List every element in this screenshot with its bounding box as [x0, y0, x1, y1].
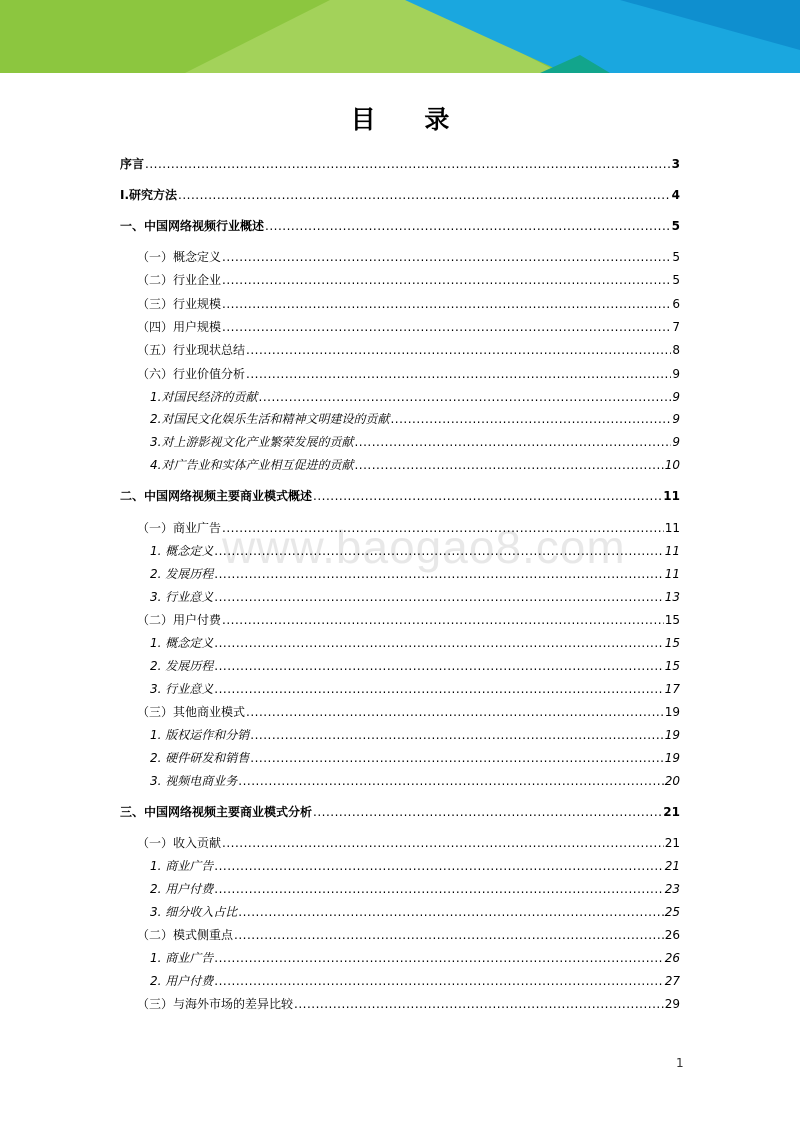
- toc-entry-label: 序言: [120, 157, 145, 171]
- toc-entry[interactable]: [120, 488, 680, 504]
- toc-entry-label: 3. 行业意义: [150, 682, 214, 696]
- toc-entry-page: 4: [671, 188, 680, 202]
- toc-entry[interactable]: [150, 434, 680, 450]
- toc-entry[interactable]: [150, 389, 680, 405]
- toc-entry[interactable]: [120, 804, 680, 820]
- toc-dot-leader: [354, 434, 671, 450]
- toc-dot-leader: [178, 187, 671, 203]
- toc-entry-label: 3. 细分收入占比: [150, 905, 238, 919]
- toc-entry[interactable]: [150, 858, 680, 874]
- toc-entry-label: （二）用户付费: [137, 613, 222, 627]
- watermark: www.baogao8.com: [222, 521, 626, 573]
- toc-entry-label: 3. 行业意义: [150, 590, 214, 604]
- toc-entry[interactable]: [137, 520, 680, 536]
- toc-entry[interactable]: [150, 635, 680, 651]
- toc-entry-label: 二、中国网络视频主要商业模式概述: [120, 489, 313, 503]
- toc-entry-label: 2. 用户付费: [150, 974, 214, 988]
- toc-entry[interactable]: [150, 750, 680, 766]
- toc-entry[interactable]: [150, 411, 680, 427]
- toc-entry-page: 9: [672, 412, 680, 426]
- toc-dot-leader: [214, 566, 663, 582]
- toc-dot-leader: [246, 704, 664, 720]
- toc-entry-page: 15: [664, 659, 680, 673]
- toc-entry-page: 17: [664, 682, 680, 696]
- toc-entry[interactable]: [150, 973, 680, 989]
- toc-entry-label: 三、中国网络视频主要商业模式分析: [120, 805, 313, 819]
- toc-dot-leader: [214, 881, 663, 897]
- toc-dot-leader: [222, 296, 671, 312]
- toc-dot-leader: [234, 927, 664, 943]
- toc-entry-label: （六）行业价值分析: [137, 367, 246, 381]
- toc-dot-leader: [313, 488, 662, 504]
- toc-entry-label: （一）概念定义: [137, 250, 222, 264]
- toc-entry-label: （四）用户规模: [137, 320, 222, 334]
- toc-entry-page: 5: [671, 219, 680, 233]
- toc-dot-leader: [222, 520, 664, 536]
- toc-entry-label: 2. 硬件研发和销售: [150, 751, 250, 765]
- toc-entry-label: 对上游影视文化产业繁荣发展的贡献: [161, 435, 354, 449]
- toc-entry[interactable]: [150, 681, 680, 697]
- toc-dot-leader: [250, 727, 663, 743]
- toc-entry[interactable]: [137, 996, 680, 1012]
- toc-entry-label: 3. 视频电商业务: [150, 774, 238, 788]
- toc-entry-page: 13: [664, 590, 680, 604]
- toc-entry-page: 25: [664, 905, 680, 919]
- toc-dot-leader: [214, 858, 663, 874]
- page-number: 1: [676, 1056, 684, 1070]
- toc-entry-label: 2. 发展历程: [150, 659, 214, 673]
- toc-dot-leader: [222, 249, 671, 265]
- toc-entry[interactable]: [150, 950, 680, 966]
- toc-entry[interactable]: [137, 272, 680, 288]
- toc-dot-leader: [214, 973, 663, 989]
- toc-entry-page: 15: [664, 613, 680, 627]
- toc-entry-label: （三）其他商业模式: [137, 705, 246, 719]
- toc-entry-label: 对广告业和实体产业相互促进的贡献: [161, 458, 354, 472]
- toc-entry-page: 21: [664, 859, 680, 873]
- toc-entry[interactable]: [150, 881, 680, 897]
- toc-dot-leader: [214, 681, 663, 697]
- toc-dot-leader: [238, 904, 663, 920]
- toc-entry-page: 23: [664, 882, 680, 896]
- toc-entry-page: 10: [664, 458, 680, 472]
- toc-entry-number: 1.: [150, 390, 162, 404]
- toc-entry[interactable]: [137, 835, 680, 851]
- toc-entry[interactable]: [150, 566, 680, 582]
- toc-entry[interactable]: [120, 187, 680, 203]
- toc-entry[interactable]: [137, 927, 680, 943]
- toc-entry[interactable]: [137, 612, 680, 628]
- toc-entry-page: 11: [663, 489, 680, 503]
- toc-dot-leader: [250, 750, 663, 766]
- toc-entry[interactable]: [137, 249, 680, 265]
- toc-entry[interactable]: [150, 727, 680, 743]
- toc-entry-page: 5: [672, 250, 680, 264]
- toc-dot-leader: [145, 156, 671, 172]
- toc-entry[interactable]: [150, 773, 680, 789]
- toc-entry-label: 2. 用户付费: [150, 882, 214, 896]
- toc-entry[interactable]: [137, 366, 680, 382]
- toc-entry-label: （二）模式侧重点: [137, 928, 234, 942]
- toc-entry-number: 3.: [150, 435, 162, 449]
- toc-entry-page: 19: [664, 728, 680, 742]
- toc-entry[interactable]: [137, 342, 680, 358]
- toc-entry-page: 9: [672, 435, 680, 449]
- toc-entry-label: 1. 概念定义: [150, 636, 214, 650]
- toc-entry-label: （五）行业现状总结: [137, 343, 246, 357]
- toc-dot-leader: [222, 319, 671, 335]
- toc-dot-leader: [265, 218, 671, 234]
- toc-entry-label: Ⅰ.研究方法: [120, 188, 178, 202]
- toc-entry-label: 1. 商业广告: [150, 951, 214, 965]
- toc-entry-page: 3: [671, 157, 680, 171]
- toc-entry-label: 1. 版权运作和分销: [150, 728, 250, 742]
- toc-entry-page: 19: [664, 751, 680, 765]
- toc-entry-page: 6: [672, 297, 680, 311]
- toc-dot-leader: [294, 996, 664, 1012]
- page-title: 目 录: [350, 105, 470, 134]
- toc-dot-leader: [222, 612, 664, 628]
- toc-entry[interactable]: [137, 296, 680, 312]
- toc-entry-label: 一、中国网络视频行业概述: [120, 219, 265, 233]
- toc-entry-page: 7: [672, 320, 680, 334]
- toc-dot-leader: [214, 543, 663, 559]
- toc-dot-leader: [259, 389, 672, 405]
- toc-entry-page: 21: [664, 836, 680, 850]
- toc-entry-page: 19: [664, 705, 680, 719]
- toc-entry-page: 26: [664, 928, 680, 942]
- toc-entry-page: 5: [672, 273, 680, 287]
- toc-entry-number: 4.: [150, 458, 162, 472]
- toc-entry-page: 20: [664, 774, 680, 788]
- toc-entry-label: （三）行业规模: [137, 297, 222, 311]
- toc-entry[interactable]: [150, 658, 680, 674]
- toc-entry-page: 8: [672, 343, 680, 357]
- toc-entry[interactable]: [150, 543, 680, 559]
- toc-entry-page: 29: [664, 997, 680, 1011]
- toc-entry-label: （三）与海外市场的差异比较: [137, 997, 294, 1011]
- toc-entry-label: （二）行业企业: [137, 273, 222, 287]
- toc-entry-page: 21: [663, 805, 680, 819]
- toc-entry-label: 2. 发展历程: [150, 567, 214, 581]
- toc-dot-leader: [354, 457, 663, 473]
- toc-dot-leader: [214, 635, 663, 651]
- toc-entry-page: 27: [664, 974, 680, 988]
- toc-entry[interactable]: [150, 457, 680, 473]
- toc-entry[interactable]: [137, 319, 680, 335]
- toc-dot-leader: [222, 272, 671, 288]
- toc-entry-page: 9: [672, 367, 680, 381]
- toc-entry-label: （一）商业广告: [137, 521, 222, 535]
- toc-entry-number: 2.: [150, 412, 162, 426]
- toc-entry-page: 11: [664, 567, 680, 581]
- toc-dot-leader: [222, 835, 664, 851]
- toc-dot-leader: [214, 658, 663, 674]
- toc-entry-label: 1. 概念定义: [150, 544, 214, 558]
- toc-entry-label: （一）收入贡献: [137, 836, 222, 850]
- toc-dot-leader: [214, 950, 663, 966]
- toc-dot-leader: [390, 411, 671, 427]
- toc-entry-page: 11: [664, 544, 680, 558]
- toc-dot-leader: [214, 589, 663, 605]
- toc-entry-page: 9: [672, 390, 680, 404]
- toc-dot-leader: [246, 366, 671, 382]
- toc-dot-leader: [246, 342, 671, 358]
- toc-dot-leader: [313, 804, 662, 820]
- toc-entry-label: 对国民经济的贡献: [161, 390, 258, 404]
- toc-entry-label: 1. 商业广告: [150, 859, 214, 873]
- toc-entry[interactable]: [150, 589, 680, 605]
- toc-entry[interactable]: [120, 156, 680, 172]
- toc-entry-page: 15: [664, 636, 680, 650]
- toc-dot-leader: [238, 773, 663, 789]
- toc-entry[interactable]: [150, 904, 680, 920]
- toc-entry-page: 26: [664, 951, 680, 965]
- toc-entry-page: 11: [664, 521, 680, 535]
- toc-entry[interactable]: [120, 218, 680, 234]
- toc-entry[interactable]: [137, 704, 680, 720]
- toc-entry-label: 对国民文化娱乐生活和精神文明建设的贡献: [161, 412, 390, 426]
